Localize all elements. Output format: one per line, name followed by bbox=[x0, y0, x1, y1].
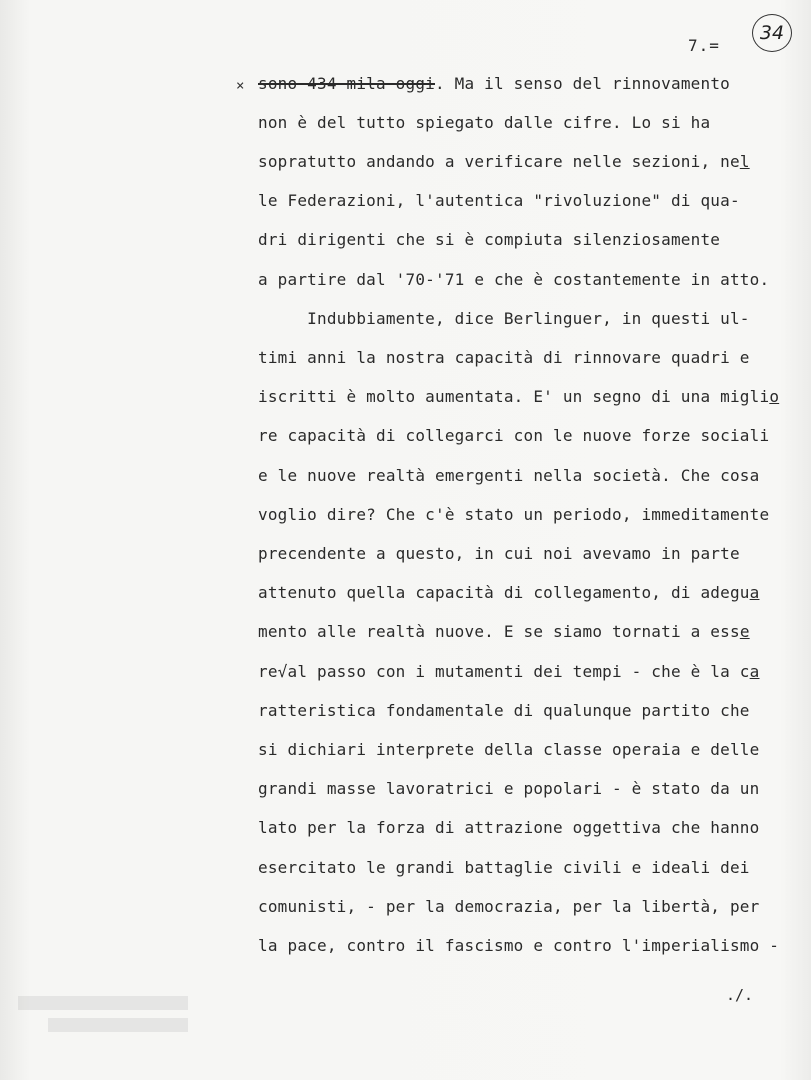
line-text: attenuto quella capacità di collegamento, di adegu bbox=[258, 583, 750, 602]
text-line: lato per la forza di attrazione oggettiva che hanno bbox=[258, 818, 760, 837]
text-line: ratteristica fondamentale di qualunque partito che bbox=[258, 701, 750, 720]
text-line: Indubbiamente, dice Berlinguer, in questi ul- bbox=[258, 309, 750, 328]
underlined-correction: a bbox=[749, 662, 760, 681]
text-line: si dichiari interprete della classe operaia e delle bbox=[258, 740, 760, 759]
underlined-correction: l bbox=[739, 152, 750, 171]
underlined-correction: e bbox=[739, 622, 750, 641]
text-line: esercitato le grandi battaglie civili e ideali dei bbox=[258, 858, 750, 877]
struck-text: sono 434 mila oggi bbox=[258, 74, 435, 93]
text-line bbox=[258, 662, 759, 681]
text-line bbox=[258, 152, 750, 171]
text-line bbox=[258, 74, 730, 93]
text-line: grandi masse lavoratrici e popolari - è stato da un bbox=[258, 779, 760, 798]
text-line: dri dirigenti che si è compiuta silenziosamente bbox=[258, 230, 721, 249]
archive-page-stamp: 34 bbox=[752, 14, 792, 52]
text-line: le Federazioni, l'autentica "rivoluzione" di qua- bbox=[258, 191, 740, 210]
text-line: comunisti, - per la democrazia, per la libertà, per bbox=[258, 897, 760, 916]
text-line: timi anni la nostra capacità di rinnovare quadri e bbox=[258, 348, 750, 367]
text-line bbox=[258, 387, 779, 406]
text-line: non è del tutto spiegato dalle cifre. Lo si ha bbox=[258, 113, 711, 132]
text-line bbox=[258, 583, 759, 602]
text-line: e le nuove realtà emergenti nella società. Che cosa bbox=[258, 466, 760, 485]
page-number: 7.= bbox=[688, 36, 720, 55]
continuation-mark: ./. bbox=[726, 986, 754, 1004]
archive-watermark bbox=[8, 990, 208, 1050]
text-line: precendente a questo, in cui noi avevamo in parte bbox=[258, 544, 740, 563]
text-line: la pace, contro il fascismo e contro l'imperialismo - bbox=[258, 936, 780, 955]
margin-correction-mark: × bbox=[236, 78, 245, 94]
underlined-correction: o bbox=[769, 387, 780, 406]
line-text: . Ma il senso del rinnovamento bbox=[435, 74, 730, 93]
line-text: sopratutto andando a verificare nelle sezioni, ne bbox=[258, 152, 740, 171]
line-text: iscritti è molto aumentata. E' un segno di una migli bbox=[258, 387, 770, 406]
text-line: voglio dire? Che c'è stato un periodo, immeditamente bbox=[258, 505, 770, 524]
underlined-correction: a bbox=[749, 583, 760, 602]
line-text: re√al passo con i mutamenti dei tempi - che è la c bbox=[258, 662, 750, 681]
text-line: re capacità di collegarci con le nuove forze sociali bbox=[258, 426, 770, 445]
text-line bbox=[258, 622, 750, 641]
text-line: a partire dal '70-'71 e che è costantemente in atto. bbox=[258, 270, 770, 289]
line-text: mento alle realtà nuove. E se siamo tornati a ess bbox=[258, 622, 740, 641]
